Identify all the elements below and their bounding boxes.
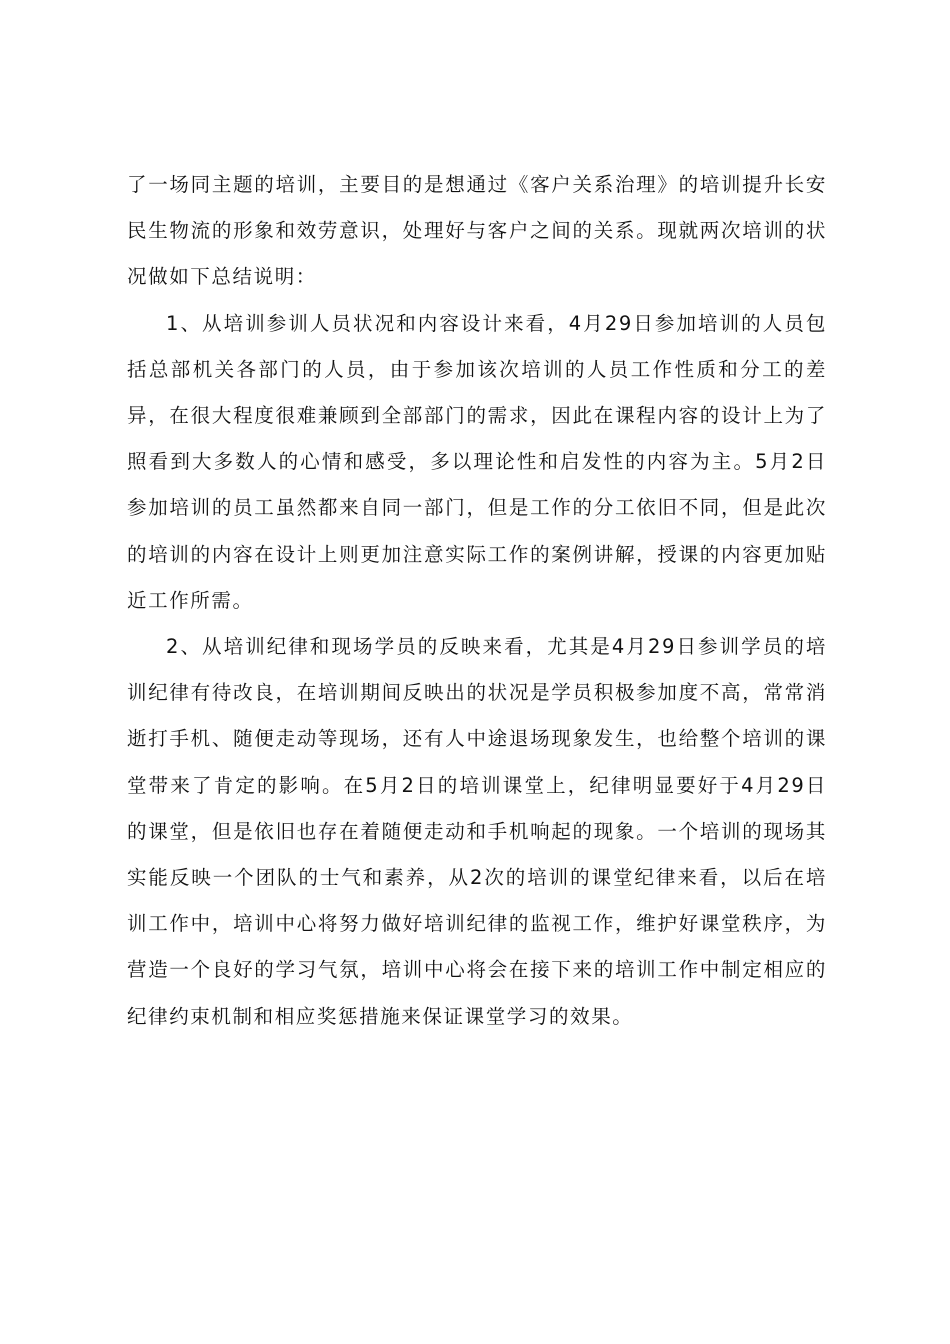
document-body xyxy=(127,162,827,1040)
paragraph-intro-continued: 了一场同主题的培训，主要目的是想通过《客户关系治理》的培训提升长安民生物流的形象和效劳意识，处理好与客户之间的关系。现就两次培训的状况做如下总结说明： xyxy=(127,173,827,289)
paragraph-point-2: 2、从培训纪律和现场学员的反映来看，尤其是4月29日参训学员的培训纪律有待改良，在培训期间反映出的状况是学员积极参加度不高，常常消逝打手机、随便走动等现场，还有人中途退场现象发生，也给整个培训的课堂带来了肯定的影响。在5月2日的培训课堂上，纪律明显要好于4月29日的课堂，但是依旧也存在着随便走动和手机响起的现象。一个培训的现场其实能反映一个团队的士气和素养，从2次的培训的课堂纪律来看，以后在培训工作中，培训中心将努力做好培训纪律的监视工作，维护好课堂秩序，为营造一个良好的学习气氛，培训中心将会在接下来的培训工作中制定相应的纪律约束机制和相应奖惩措施来保证课堂学习的效果。 xyxy=(127,635,827,1028)
paragraph-point-1: 1、从培训参训人员状况和内容设计来看，4月29日参加培训的人员包括总部机关各部门的人员，由于参加该次培训的人员工作性质和分工的差异，在很大程度很难兼顾到全部部门的需求，因此在课程内容的设计上为了照看到大多数人的心情和感受，多以理论性和启发性的内容为主。5月2日参加培训的员工虽然都来自同一部门，但是工作的分工依旧不同，但是此次的培训的内容在设计上则更加注意实际工作的案例讲解，授课的内容更加贴近工作所需。 xyxy=(127,311,827,612)
